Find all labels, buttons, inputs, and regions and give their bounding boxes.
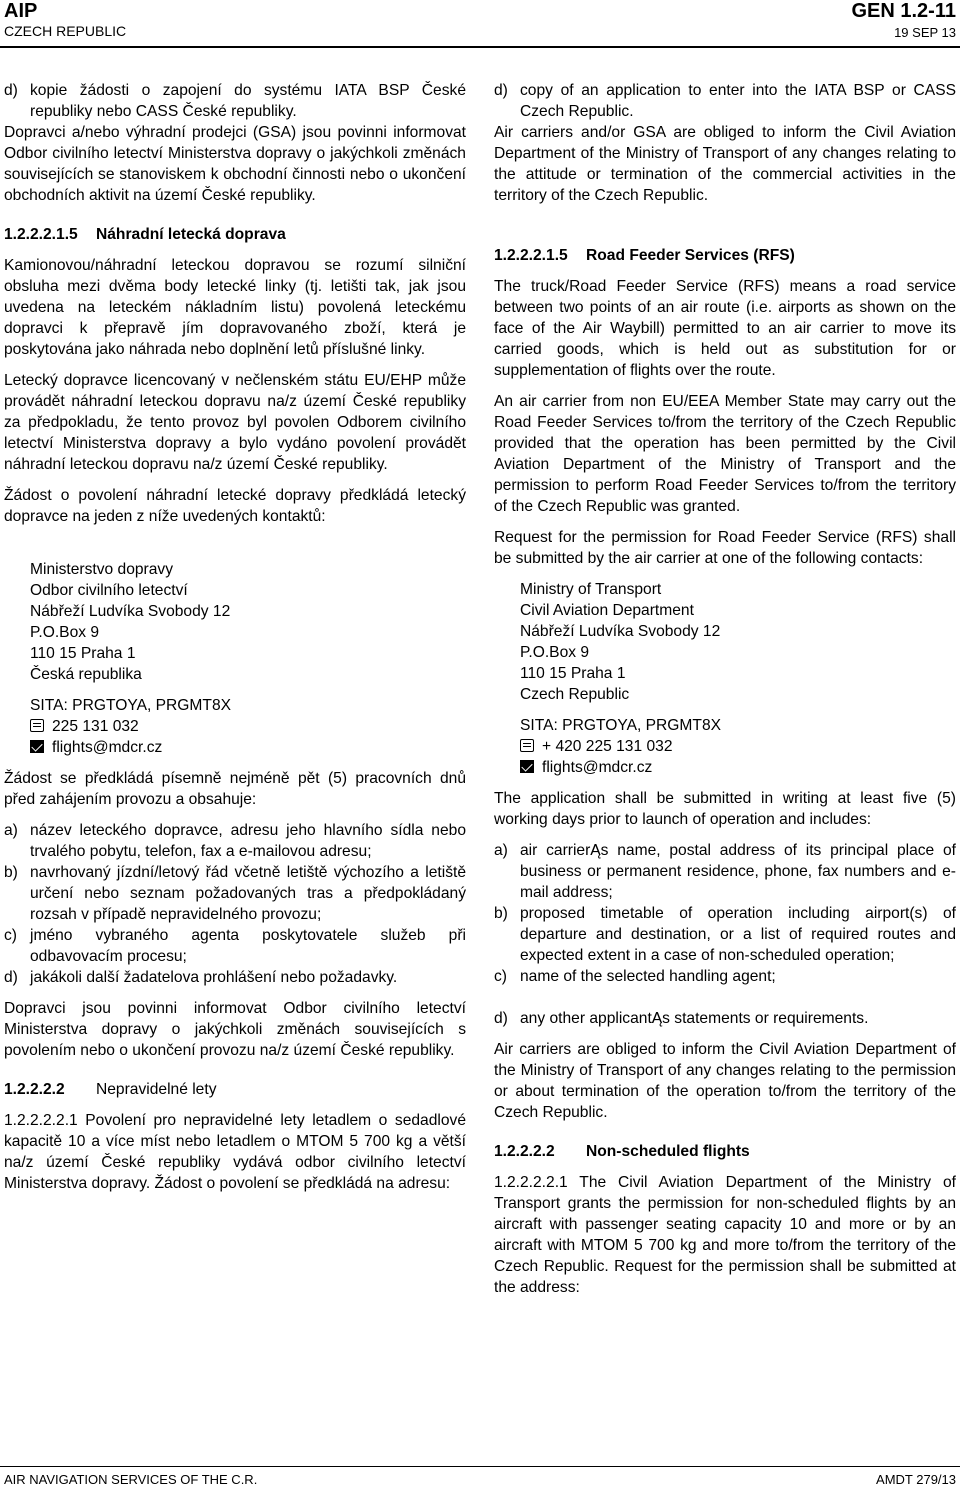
cz-address-line: P.O.Box 9 <box>30 624 100 641</box>
list-text: navrhovaný jízdní/letový řád včetně letiště výchozího a letiště určení nebo seznam požadovaných tras a předpokládaný rozsah v případě nepravidelného provozu; <box>30 864 466 923</box>
list-text: jakákoli další žadatelova prohlášení nebo požadavky. <box>30 969 398 986</box>
header-rule <box>0 46 960 48</box>
en-submit-paragraph: The application shall be submitted in writing at least five (5) working days prior to launch of operation and includes: <box>494 790 956 828</box>
en-address-line: 110 15 Praha 1 <box>520 665 626 682</box>
en-item-d-marker: d) <box>494 82 508 99</box>
en-ns-heading-number: 1.2.2.2.2 <box>494 1143 555 1160</box>
czech-column <box>4 80 466 1194</box>
phone-icon <box>30 719 44 732</box>
page-number: GEN 1.2-11 <box>851 0 956 22</box>
email-icon <box>30 740 44 753</box>
en-item-d <box>494 80 956 122</box>
en-rfs-heading <box>494 245 956 266</box>
cz-rfs-heading-title: Náhradní letecká doprava <box>96 226 286 243</box>
list-text: název leteckého dopravce, adresu jeho hlavního sídla nebo trvalého pobytu, telefon, fax a e-mailovou adresu; <box>30 822 466 860</box>
list-marker: c) <box>494 968 507 985</box>
list-marker: c) <box>4 927 17 944</box>
cz-item-d-marker: d) <box>4 82 18 99</box>
cz-list-item-b <box>4 862 466 925</box>
list-marker: a) <box>494 842 508 859</box>
cz-phone-row <box>30 716 466 737</box>
cz-address-line: Odbor civilního letectví <box>30 582 188 599</box>
footer-publisher: AIR NAVIGATION SERVICES OF THE C.R. <box>4 1472 258 1487</box>
cz-item-d-text: kopie žádosti o zapojení do systému IATA BSP České republiky nebo CASS České republiky. <box>30 82 466 120</box>
en-address-line: Czech Republic <box>520 686 630 703</box>
cz-address-line: Nábřeží Ludvíka Svobody 12 <box>30 603 231 620</box>
list-text: air carrierĄs name, postal address of its principal place of business or permanent residence, phone, fax numbers and e-mail address; <box>520 842 956 901</box>
cz-list-item-c <box>4 925 466 967</box>
english-column <box>494 80 956 1298</box>
en-sita: SITA: PRGTOYA, PRGMT8X <box>520 717 722 734</box>
en-rfs-paragraph-1: The truck/Road Feeder Service (RFS) means a road service between two points of an air route (i.e. airports as shown on the face of the Air Waybill) permitted to an air carrier to move its carried goods, which is held out as substitution for or supplementation of flights over the route. <box>494 278 956 379</box>
en-ns-heading-title: Non-scheduled flights <box>586 1143 750 1160</box>
list-text: name of the selected handling agent; <box>520 968 776 985</box>
phone-icon <box>520 739 534 752</box>
cz-sita: SITA: PRGTOYA, PRGMT8X <box>30 697 232 714</box>
en-phone: + 420 225 131 032 <box>542 738 673 755</box>
cz-list-item-a <box>4 820 466 862</box>
cz-inform-paragraph: Dopravci jsou povinni informovat Odbor civilního letectví Ministerstva dopravy o jakýchkoli změnách souvisejících s povolením nebo o ukončení provozu na/z území České republiky. <box>4 1000 466 1059</box>
en-rfs-paragraph-3: Request for the permission for Road Feeder Service (RFS) shall be submitted by the air carrier at one of the following contacts: <box>494 529 956 567</box>
cz-gsa-paragraph: Dopravci a/nebo výhradní prodejci (GSA) jsou povinni informovat Odbor civilního letectví Ministerstva dopravy o jakýchkoli změnách souvisejících se stanoviskem k obchodní činnosti nebo o ukončení obchodních aktivit na území České republiky. <box>4 124 466 204</box>
list-marker: d) <box>494 1010 508 1027</box>
en-list-item-b <box>494 903 956 966</box>
footer-amendment: AMDT 279/13 <box>876 1472 956 1487</box>
doc-country: CZECH REPUBLIC <box>4 23 127 39</box>
cz-address-line: Ministerstvo dopravy <box>30 561 173 578</box>
en-item-d-text: copy of an application to enter into the IATA BSP or CASS Czech Republic. <box>520 82 956 120</box>
en-address-block <box>494 579 956 778</box>
en-address-line: P.O.Box 9 <box>520 644 590 661</box>
en-list-item-d <box>494 1008 956 1029</box>
en-list-item-a <box>494 840 956 903</box>
footer-rule <box>0 1466 960 1467</box>
cz-email-row <box>30 737 466 758</box>
cz-email: flights@mdcr.cz <box>52 739 163 756</box>
cz-ns-heading <box>4 1079 466 1100</box>
cz-item-d <box>4 80 466 122</box>
en-rfs-heading-title: Road Feeder Services (RFS) <box>586 247 795 264</box>
en-rfs-paragraph-2: An air carrier from non EU/EEA Member State may carry out the Road Feeder Services to/from the territory of the Czech Republic provided that the operation has been permitted by the Civil Aviation Department of the Ministry of Transport and the permission to perform Road Feeder Services to/from the territory of the Czech Republic was granted. <box>494 393 956 515</box>
cz-rfs-heading <box>4 224 466 245</box>
list-text: proposed timetable of operation including airport(s) of departure and destination, or a list of required routes and expected extent in a case of non-scheduled operation; <box>520 905 956 964</box>
list-text: any other applicantĄs statements or requirements. <box>520 1010 869 1027</box>
en-phone-row <box>520 736 956 757</box>
list-marker: b) <box>4 864 18 881</box>
en-email-row <box>520 757 956 778</box>
en-inform-paragraph: Air carriers are obliged to inform the Civil Aviation Department of the Ministry of Transport of any changes relating to the permission or about termination of the operation to/from the territory of the Czech Republic. <box>494 1041 956 1121</box>
cz-address-line: 110 15 Praha 1 <box>30 645 136 662</box>
list-text: jméno vybraného agenta poskytovatele služeb při odbavovacím procesu; <box>30 927 466 965</box>
cz-rfs-heading-number: 1.2.2.2.1.5 <box>4 226 78 243</box>
list-marker: b) <box>494 905 508 922</box>
cz-rfs-paragraph-2: Letecký dopravce licencovaný v nečlenském státu EU/EHP může provádět náhradní leteckou dopravu na/z území České republiky za předpokladu, že tento provoz byl povolen Odborem civilního letectví Ministerstva dopravy a bylo vydáno povolení provádět náhradní leteckou dopravu na/z území České republiky. <box>4 372 466 473</box>
cz-address-line: Česká republika <box>30 666 142 683</box>
doc-series-title: AIP <box>4 0 38 22</box>
en-address-line: Civil Aviation Department <box>520 602 694 619</box>
cz-list-item-d <box>4 967 466 988</box>
en-ns-paragraph: 1.2.2.2.2.1 The Civil Aviation Department of the Ministry of Transport grants the permission for non-scheduled flights by an aircraft with passenger seating capacity 10 and more or by an aircraft with MTOM 5 700 kg and more to/from the territory of the Czech Republic. Request for the permission shall be submitted at the address: <box>494 1174 956 1296</box>
en-ns-heading <box>494 1141 956 1162</box>
cz-rfs-paragraph-3: Žádost o povolení náhradní letecké dopravy předkládá letecký dopravce na jeden z níže uvedených kontaktů: <box>4 487 466 525</box>
list-marker: a) <box>4 822 18 839</box>
en-rfs-heading-number: 1.2.2.2.1.5 <box>494 247 568 264</box>
en-address-line: Nábřeží Ludvíka Svobody 12 <box>520 623 721 640</box>
en-email: flights@mdcr.cz <box>542 759 653 776</box>
en-address-line: Ministry of Transport <box>520 581 662 598</box>
cz-ns-paragraph: 1.2.2.2.2.1 Povolení pro nepravidelné lety letadlem o sedadlové kapacitě 10 a více míst nebo letadlem o MTOM 5 700 kg a větší na/z území České republiky vydává odbor civilního letectví Ministerstva dopravy. Žádost o povolení se předkládá na adresu: <box>4 1112 466 1192</box>
cz-rfs-paragraph-1: Kamionovou/náhradní leteckou dopravou se rozumí silniční obsluha mezi dvěma body letecké linky (tj. letišti tak, jak jsou uvedena na leteckém nákladním listu) povolená leteckému dopravci k přepravě jím dopravovaného zboží, která je poskytována jako náhrada nebo doplnění letů příslušné linky. <box>4 257 466 358</box>
effective-date: 19 SEP 13 <box>894 25 956 40</box>
email-icon <box>520 760 534 773</box>
en-list-item-c <box>494 966 956 987</box>
cz-phone: 225 131 032 <box>52 718 139 735</box>
cz-ns-heading-title: Nepravidelné lety <box>96 1081 217 1098</box>
cz-ns-heading-number: 1.2.2.2.2 <box>4 1081 65 1098</box>
cz-address-block <box>4 559 466 758</box>
cz-submit-paragraph: Žádost se předkládá písemně nejméně pět (5) pracovních dnů před zahájením provozu a obsahuje: <box>4 770 466 808</box>
en-gsa-paragraph: Air carriers and/or GSA are obliged to inform the Civil Aviation Department of the Ministry of Transport of any changes relating to the attitude or termination of the commercial activities in the territory of the Czech Republic. <box>494 124 956 204</box>
list-marker: d) <box>4 969 18 986</box>
